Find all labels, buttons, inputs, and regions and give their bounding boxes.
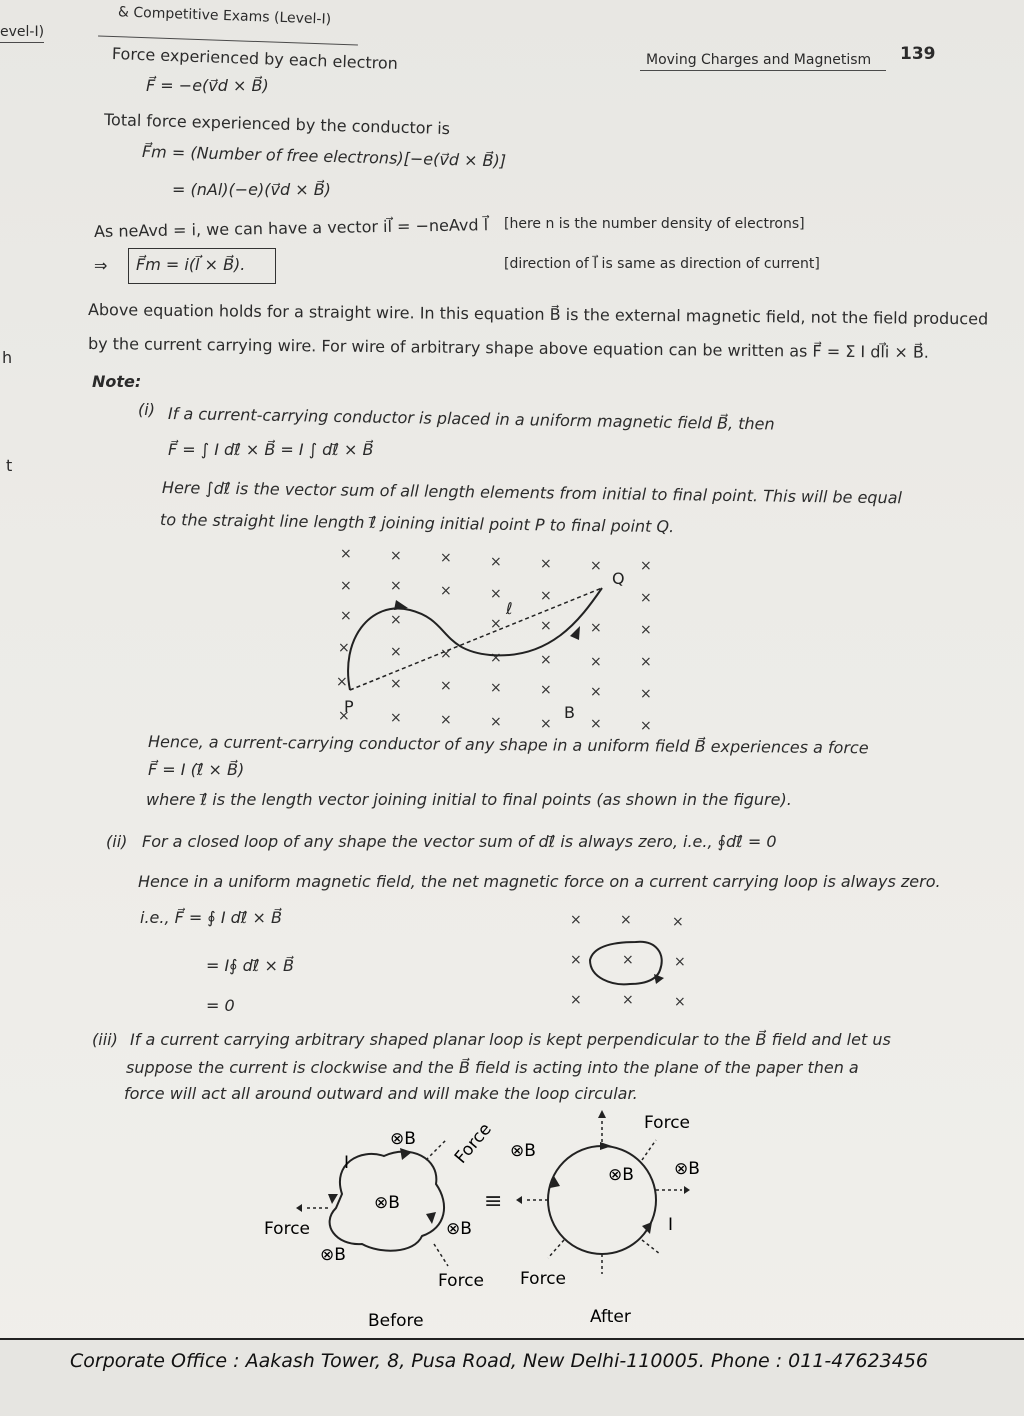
derivation-line2: Total force experienced by the conductor is — [103, 110, 451, 139]
loop-arrow — [654, 974, 664, 984]
after-caption: After — [590, 1307, 631, 1327]
note-i-line2: Here ∫dℓ⃗ is the vector sum of all length elements from initial to final point. This will be equal — [161, 478, 903, 508]
svg-text:×: × — [390, 612, 402, 628]
after-current-label: I — [668, 1215, 674, 1235]
point-p-label: P — [344, 697, 354, 716]
svg-text:×: × — [540, 556, 552, 572]
note-i-hence-equation: F⃗ = I (ℓ⃗ × B⃗) — [148, 760, 245, 779]
svg-text:×: × — [674, 994, 686, 1010]
field-b-label: B — [564, 703, 575, 722]
after-force-arrowhead-right — [684, 1186, 690, 1194]
svg-text:×: × — [640, 686, 652, 702]
before-current-arrow-left — [328, 1194, 338, 1204]
svg-text:×: × — [338, 640, 350, 656]
before-b-right: ⊗B — [446, 1219, 472, 1239]
before-b-bottom: ⊗B — [320, 1245, 346, 1265]
before-current-label: I — [344, 1153, 350, 1173]
field-cross-marks — [336, 546, 652, 734]
svg-text:×: × — [440, 583, 452, 599]
before-force-label-left: Force — [264, 1219, 310, 1239]
svg-text:×: × — [440, 678, 452, 694]
note-i-line1: If a current-carrying conductor is placed in a uniform magnetic field B⃗, then — [167, 404, 775, 434]
svg-text:×: × — [640, 590, 652, 606]
svg-text:×: × — [440, 646, 452, 662]
note-iii-line2: suppose the current is clockwise and the B⃗ field is acting into the plane of the paper then a — [126, 1058, 859, 1077]
header-right-rule — [640, 70, 886, 71]
svg-text:×: × — [390, 644, 402, 660]
derivation-eq2: F⃗m = (Number of free electrons)[−e(v⃗d × B⃗)] — [141, 142, 507, 171]
svg-text:×: × — [540, 682, 552, 698]
note-iii-line1: If a current carrying arbitrary shaped planar loop is kept perpendicular to the B⃗ field and let us — [130, 1030, 891, 1049]
svg-text:×: × — [490, 616, 502, 632]
note-ii-equation2: = I∮ dℓ⃗ × B⃗ — [206, 956, 294, 975]
note-heading: Note: — [92, 372, 142, 391]
note-ii-marker: (ii) — [106, 832, 128, 851]
svg-text:×: × — [590, 654, 602, 670]
svg-text:×: × — [540, 652, 552, 668]
wire-arrow-2 — [570, 626, 580, 640]
margin-letter-2: t — [6, 456, 13, 475]
margin-level-label: evel-I) — [0, 24, 45, 40]
page-number: 139 — [900, 44, 936, 64]
before-b-top: ⊗B — [390, 1129, 416, 1149]
note-ii-line1: For a closed loop of any shape the vector sum of dℓ⃗ is always zero, i.e., ∮dℓ⃗ = 0 — [142, 832, 777, 851]
arbitrary-wire-figure — [320, 540, 680, 740]
svg-text:×: × — [620, 912, 632, 928]
svg-text:×: × — [590, 684, 602, 700]
note-i-line3: to the straight line length ℓ⃗ joining initial point P to final point Q. — [159, 510, 675, 537]
after-b-left: ⊗B — [510, 1141, 536, 1161]
after-force-arrowhead-top — [598, 1110, 606, 1118]
derivation-note-n: [here n is the number density of electrons] — [504, 216, 805, 232]
svg-text:×: × — [640, 718, 652, 734]
svg-text:×: × — [590, 620, 602, 636]
after-force-arrow-topright — [642, 1140, 656, 1160]
note-ii-equation1: i.e., F⃗ = ∮ I dℓ⃗ × B⃗ — [140, 908, 282, 927]
length-vector-label: ℓ — [506, 599, 513, 618]
after-circle-loop — [548, 1146, 656, 1254]
svg-text:×: × — [390, 578, 402, 594]
svg-text:×: × — [390, 548, 402, 564]
svg-text:×: × — [570, 912, 582, 928]
note-iii-marker: (iii) — [92, 1030, 118, 1049]
after-force-arrow-bottomleft — [548, 1240, 564, 1258]
before-force-arrowhead-left — [296, 1204, 302, 1212]
svg-text:×: × — [440, 550, 452, 566]
before-force-arrow-top — [426, 1140, 446, 1160]
before-force-label-bottom: Force — [438, 1271, 484, 1291]
before-after-figure — [250, 1104, 730, 1336]
margin-letter-1: h — [2, 348, 13, 367]
header-left: & Competitive Exams (Level-I) — [117, 4, 332, 28]
boxed-equation: F⃗m = i(l⃗ × B⃗). — [136, 255, 246, 274]
after-force-arrowhead-left — [516, 1196, 522, 1204]
svg-text:×: × — [570, 952, 582, 968]
svg-text:×: × — [390, 676, 402, 692]
after-force-arrow-bottomright — [642, 1240, 660, 1254]
svg-text:×: × — [440, 712, 452, 728]
before-b-center: ⊗B — [374, 1193, 400, 1213]
svg-text:×: × — [336, 674, 348, 690]
note-i-where: where ℓ⃗ is the length vector joining initial to final points (as shown in the figure). — [146, 790, 792, 809]
footer-address: Corporate Office : Aakash Tower, 8, Pusa Road, New Delhi-110005. Phone : 011-47623456 — [70, 1350, 928, 1372]
svg-text:×: × — [674, 954, 686, 970]
derivation-line1: Force experienced by each electron — [111, 44, 399, 73]
header-chapter: Moving Charges and Magnetism — [646, 52, 872, 68]
svg-text:×: × — [622, 992, 634, 1008]
svg-text:×: × — [672, 914, 684, 930]
before-current-arrow-top — [400, 1148, 412, 1160]
svg-text:×: × — [570, 992, 582, 1008]
derivation-line3: As neAvd = i, we can have a vector il⃗ = −neAvd l⃗ — [93, 215, 489, 241]
svg-text:×: × — [490, 586, 502, 602]
svg-text:×: × — [640, 654, 652, 670]
svg-text:×: × — [338, 708, 350, 724]
after-current-arrow-right — [642, 1222, 652, 1234]
closed-loop-figure — [560, 904, 700, 1014]
paragraph-line1: Above equation holds for a straight wire. In this equation B⃗ is the external magnetic field, not the field produced — [87, 300, 989, 329]
note-i-hence: Hence, a current-carrying conductor of any shape in a uniform field B⃗ experiences a force — [147, 732, 869, 758]
svg-text:×: × — [340, 546, 352, 562]
after-force-label-top: Force — [644, 1113, 690, 1133]
derivation-direction-note: [direction of l⃗ is same as direction of current] — [504, 256, 820, 272]
note-iii-line3: force will act all around outward and will make the loop circular. — [124, 1084, 638, 1103]
implies-symbol: ⇒ — [94, 256, 108, 275]
derivation-eq3: = (nAl)(−e)(v⃗d × B⃗) — [172, 180, 331, 199]
note-ii-equation3: = 0 — [206, 996, 235, 1015]
svg-text:×: × — [622, 952, 634, 968]
svg-text:×: × — [590, 716, 602, 732]
svg-text:×: × — [340, 578, 352, 594]
svg-text:×: × — [540, 588, 552, 604]
svg-text:×: × — [590, 558, 602, 574]
svg-text:×: × — [640, 558, 652, 574]
svg-text:×: × — [490, 680, 502, 696]
length-vector-line — [350, 588, 602, 690]
svg-text:×: × — [540, 618, 552, 634]
svg-text:×: × — [340, 608, 352, 624]
after-b-center: ⊗B — [608, 1165, 634, 1185]
note-ii-line2: Hence in a uniform magnetic field, the net magnetic force on a current carrying loop is always zero. — [138, 872, 941, 891]
after-force-label-bottom: Force — [520, 1269, 566, 1289]
svg-text:×: × — [490, 714, 502, 730]
before-force-arrow-bottom — [434, 1244, 448, 1266]
before-caption: Before — [368, 1311, 424, 1331]
loop-cross-marks — [570, 912, 686, 1010]
before-current-arrow-right — [426, 1212, 436, 1224]
margin-underline — [0, 42, 44, 43]
paragraph-line2: by the current carrying wire. For wire of arbitrary shape above equation can be written as F⃗ = Σ I dl⃗i × B⃗. — [87, 334, 930, 362]
derivation-eq1: F⃗ = −e(v⃗d × B⃗) — [146, 76, 269, 95]
before-force-label-top: Force — [450, 1119, 496, 1168]
note-i-equation: F⃗ = ∫ I dℓ⃗ × B⃗ = I ∫ dℓ⃗ × B⃗ — [168, 440, 374, 459]
equivalence-symbol: ≡ — [484, 1189, 503, 1214]
point-q-label: Q — [612, 569, 625, 588]
svg-text:×: × — [540, 716, 552, 732]
after-b-right: ⊗B — [674, 1159, 700, 1179]
svg-text:×: × — [640, 622, 652, 638]
note-i-marker: (i) — [138, 400, 155, 419]
after-current-arrow-top — [600, 1142, 612, 1150]
svg-text:×: × — [490, 554, 502, 570]
svg-text:×: × — [490, 650, 502, 666]
svg-text:×: × — [390, 710, 402, 726]
